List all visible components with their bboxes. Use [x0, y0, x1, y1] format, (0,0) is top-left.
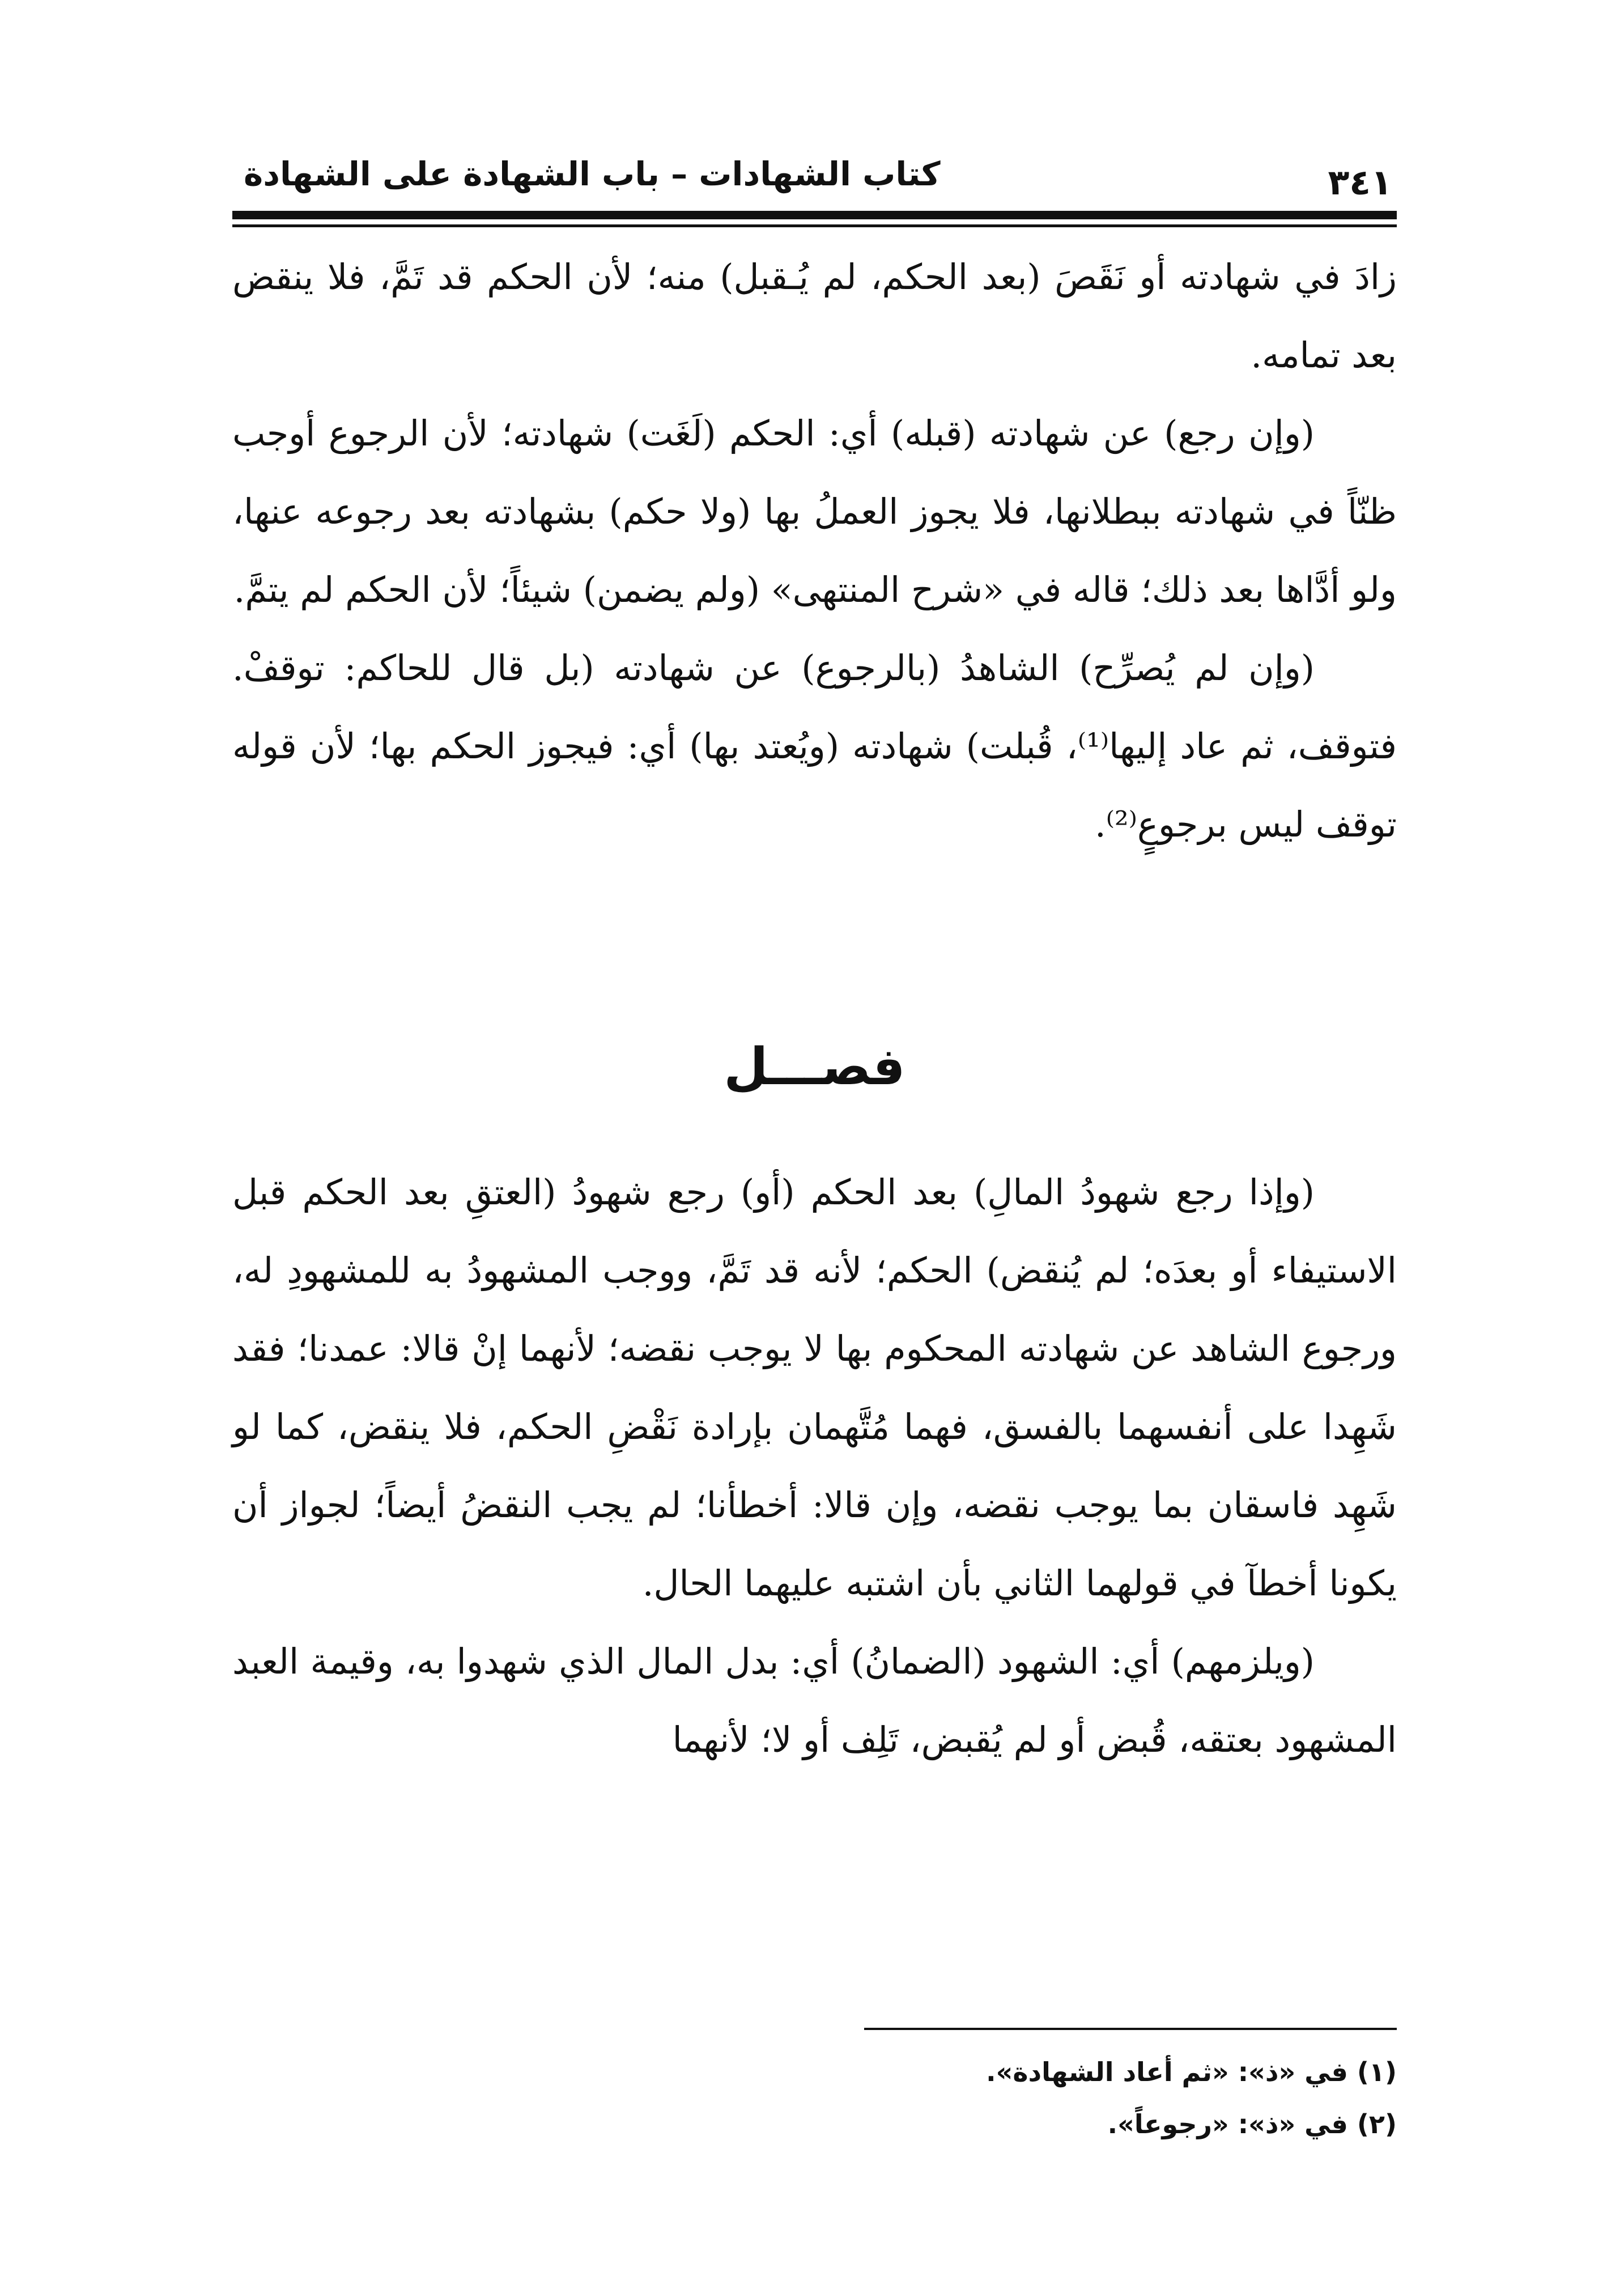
footnote: (١) في «ذ»: «ثم أعاد الشهادة». — [986, 2057, 1397, 2087]
paragraph: (وإن لم يُصرِّح) الشاهدُ (بالرجوع) عن شهادته (بل قال للحاكم: توقفْ. فتوقف، ثم عاد إليها⁽¹⁾، قُبلت) شهادته (ويُعتد بها) أي: فيجوز الحكم بها؛ لأن قوله توقف ليس برجوعٍ⁽²⁾. — [232, 647, 1397, 845]
paragraph: زادَ في شهادته أو نَقَصَ (بعد الحكم، لم يُـقبل) منه؛ لأن الحكم قد تَمَّ، فلا ينقض بعد تمامه. — [232, 256, 1397, 376]
footnote: (٢) في «ذ»: «رجوعاً». — [1107, 2109, 1397, 2139]
paragraph: (وإن رجع) عن شهادته (قبله) أي: الحكم (لَغَت) شهادته؛ لأن الرجوع أوجب ظنّاً في شهادته ببطلانها، فلا يجوز العملُ بها (ولا حكم) بشهادته بعد رجوعه عنها، ولو أدَّاها بعد ذلك؛ قاله في «شرح المنتهى» (ولم يضمن) شيئاً؛ لأن الحكم لم يتمَّ. — [232, 413, 1397, 610]
running-header — [232, 145, 1397, 207]
page-number: ٣٤١ — [1328, 162, 1392, 203]
footnotes — [232, 2046, 1397, 2150]
footnote-separator — [864, 2028, 1397, 2030]
running-title: كتاب الشهادات – باب الشهادة على الشهادة — [244, 155, 941, 193]
paragraph: (وإذا رجع شهودُ المالِ) بعد الحكم (أو) رجع شهودُ (العتقِ بعد الحكم قبل الاستيفاء أو بعدَه؛ لم يُنقض) الحكم؛ لأنه قد تَمَّ، ووجب المشهودُ به للمشهودِ له، ورجوع الشاهد عن شهادته المحكوم بها لا يوجب نقضه؛ لأنهما إنْ قالا: عمدنا؛ فقد شَهِدا على أنفسهما بالفسق، فهما مُتَّهمان بإرادة نَقْضِ الحكم، فلا ينقض، كما لو شَهِد فاسقان بما يوجب نقضه، وإن قالا: أخطأنا؛ لم يجب النقضُ أيضاً؛ لجواز أن يكونا أخطآ في قولهما الثاني بأن اشتبه عليهما الحال. — [232, 1171, 1397, 1604]
section-heading: فصـــل — [724, 1037, 905, 1097]
paragraph: (ويلزمهم) أي: الشهود (الضمانُ) أي: بدل المال الذي شهدوا به، وقيمة العبد المشهود بعتقه، قُبض أو لم يُقبض، تَلِف أو لا؛ لأنهما — [232, 1641, 1397, 1760]
header-rule-thin — [232, 224, 1397, 227]
header-rule-thick — [232, 211, 1397, 219]
text-block-bottom — [232, 1153, 1397, 1779]
text-block-top — [232, 238, 1397, 864]
